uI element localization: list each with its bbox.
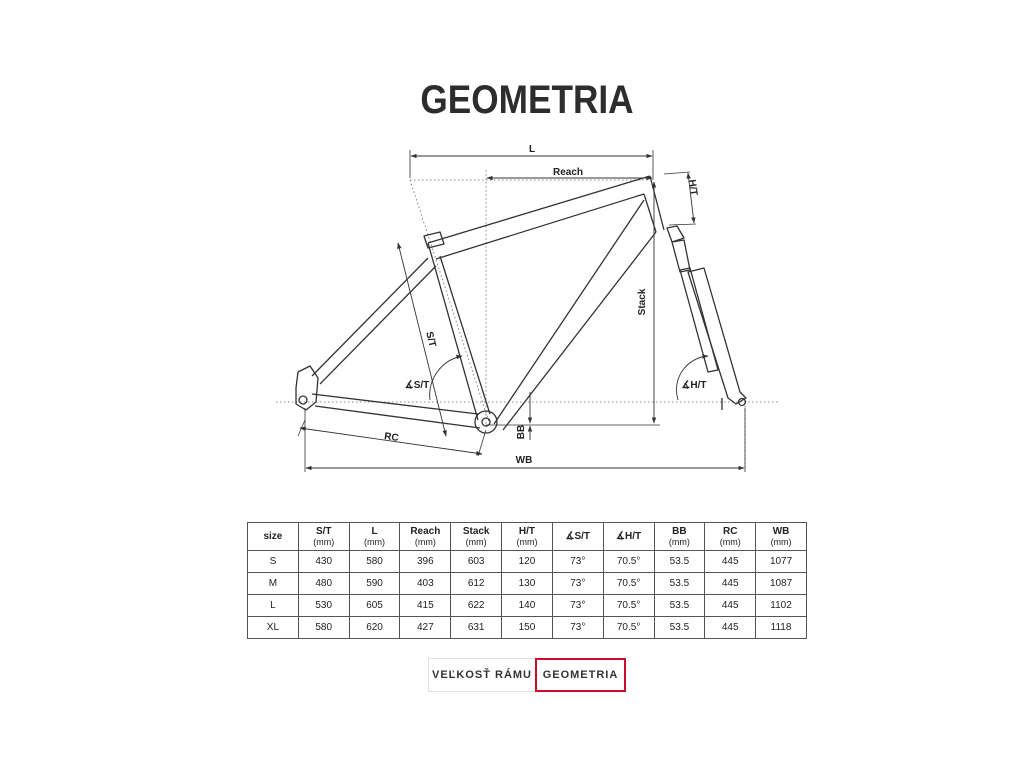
dimension-arrows	[300, 156, 744, 468]
cell-size: XL	[248, 617, 299, 639]
cell-reach: 427	[400, 617, 451, 639]
cell-size: M	[248, 573, 299, 595]
label-stack: Stack	[637, 288, 648, 316]
cell-size: S	[248, 551, 299, 573]
cell-reach: 396	[400, 551, 451, 573]
cell-stack: 603	[451, 551, 502, 573]
cell-st: 530	[298, 595, 349, 617]
cell-rc: 445	[705, 573, 756, 595]
geometry-table	[247, 522, 807, 639]
cell-ht: 140	[502, 595, 553, 617]
label-st-angle: ∡S/T	[404, 380, 430, 391]
frame-outline	[296, 176, 746, 433]
header-wb: WB (mm)	[756, 523, 807, 551]
cell-rc: 445	[705, 617, 756, 639]
header-ht: H/T (mm)	[502, 523, 553, 551]
cell-st: 580	[298, 617, 349, 639]
label-l: L	[528, 144, 536, 155]
header-stack: Stack (mm)	[451, 523, 502, 551]
cell-bb: 53.5	[654, 617, 705, 639]
label-ht: H/T	[685, 178, 700, 197]
cell-wb: 1087	[756, 573, 807, 595]
table-row	[248, 551, 807, 573]
header-st: S/T (mm)	[298, 523, 349, 551]
header-bb: BB (mm)	[654, 523, 705, 551]
cell-stack: 622	[451, 595, 502, 617]
cell-st-angle: 73°	[552, 617, 603, 639]
label-wb: WB	[515, 455, 533, 466]
tab-geometry[interactable]: GEOMETRIA	[535, 658, 626, 692]
cell-size: L	[248, 595, 299, 617]
cell-wb: 1102	[756, 595, 807, 617]
extension-lines	[298, 150, 745, 472]
cell-ht-angle: 70.5°	[603, 551, 654, 573]
cell-ht: 150	[502, 617, 553, 639]
header-l: L (mm)	[349, 523, 400, 551]
cell-stack: 612	[451, 573, 502, 595]
table-row	[248, 595, 807, 617]
header-ht-angle: ∡H/T	[603, 523, 654, 551]
table-row	[248, 573, 807, 595]
tab-bar	[428, 658, 626, 692]
label-st: S/T	[423, 330, 438, 349]
cell-bb: 53.5	[654, 573, 705, 595]
label-reach: Reach	[552, 167, 584, 178]
cell-ht: 130	[502, 573, 553, 595]
cell-l: 605	[349, 595, 400, 617]
header-size: size	[248, 523, 299, 551]
header-reach: Reach (mm)	[400, 523, 451, 551]
cell-ht-angle: 70.5°	[603, 595, 654, 617]
label-ht-angle: ∡H/T	[681, 380, 707, 391]
cell-l: 620	[349, 617, 400, 639]
cell-st: 480	[298, 573, 349, 595]
cell-wb: 1118	[756, 617, 807, 639]
cell-bb: 53.5	[654, 595, 705, 617]
cell-st: 430	[298, 551, 349, 573]
header-st-angle: ∡S/T	[552, 523, 603, 551]
cell-l: 590	[349, 573, 400, 595]
header-rc: RC (mm)	[705, 523, 756, 551]
label-rc: RC	[383, 431, 400, 444]
cell-rc: 445	[705, 551, 756, 573]
cell-ht-angle: 70.5°	[603, 617, 654, 639]
cell-st-angle: 73°	[552, 595, 603, 617]
table-row	[248, 617, 807, 639]
cell-l: 580	[349, 551, 400, 573]
cell-st-angle: 73°	[552, 551, 603, 573]
cell-ht: 120	[502, 551, 553, 573]
tab-frame-size[interactable]: VEĽKOSŤ RÁMU	[428, 658, 535, 692]
cell-reach: 403	[400, 573, 451, 595]
cell-ht-angle: 70.5°	[603, 573, 654, 595]
cell-st-angle: 73°	[552, 573, 603, 595]
label-bb: BB	[516, 424, 527, 440]
page-title: GEOMETRIA	[420, 78, 634, 122]
cell-reach: 415	[400, 595, 451, 617]
table-header-row	[248, 523, 807, 551]
cell-stack: 631	[451, 617, 502, 639]
cell-rc: 445	[705, 595, 756, 617]
cell-bb: 53.5	[654, 551, 705, 573]
cell-wb: 1077	[756, 551, 807, 573]
